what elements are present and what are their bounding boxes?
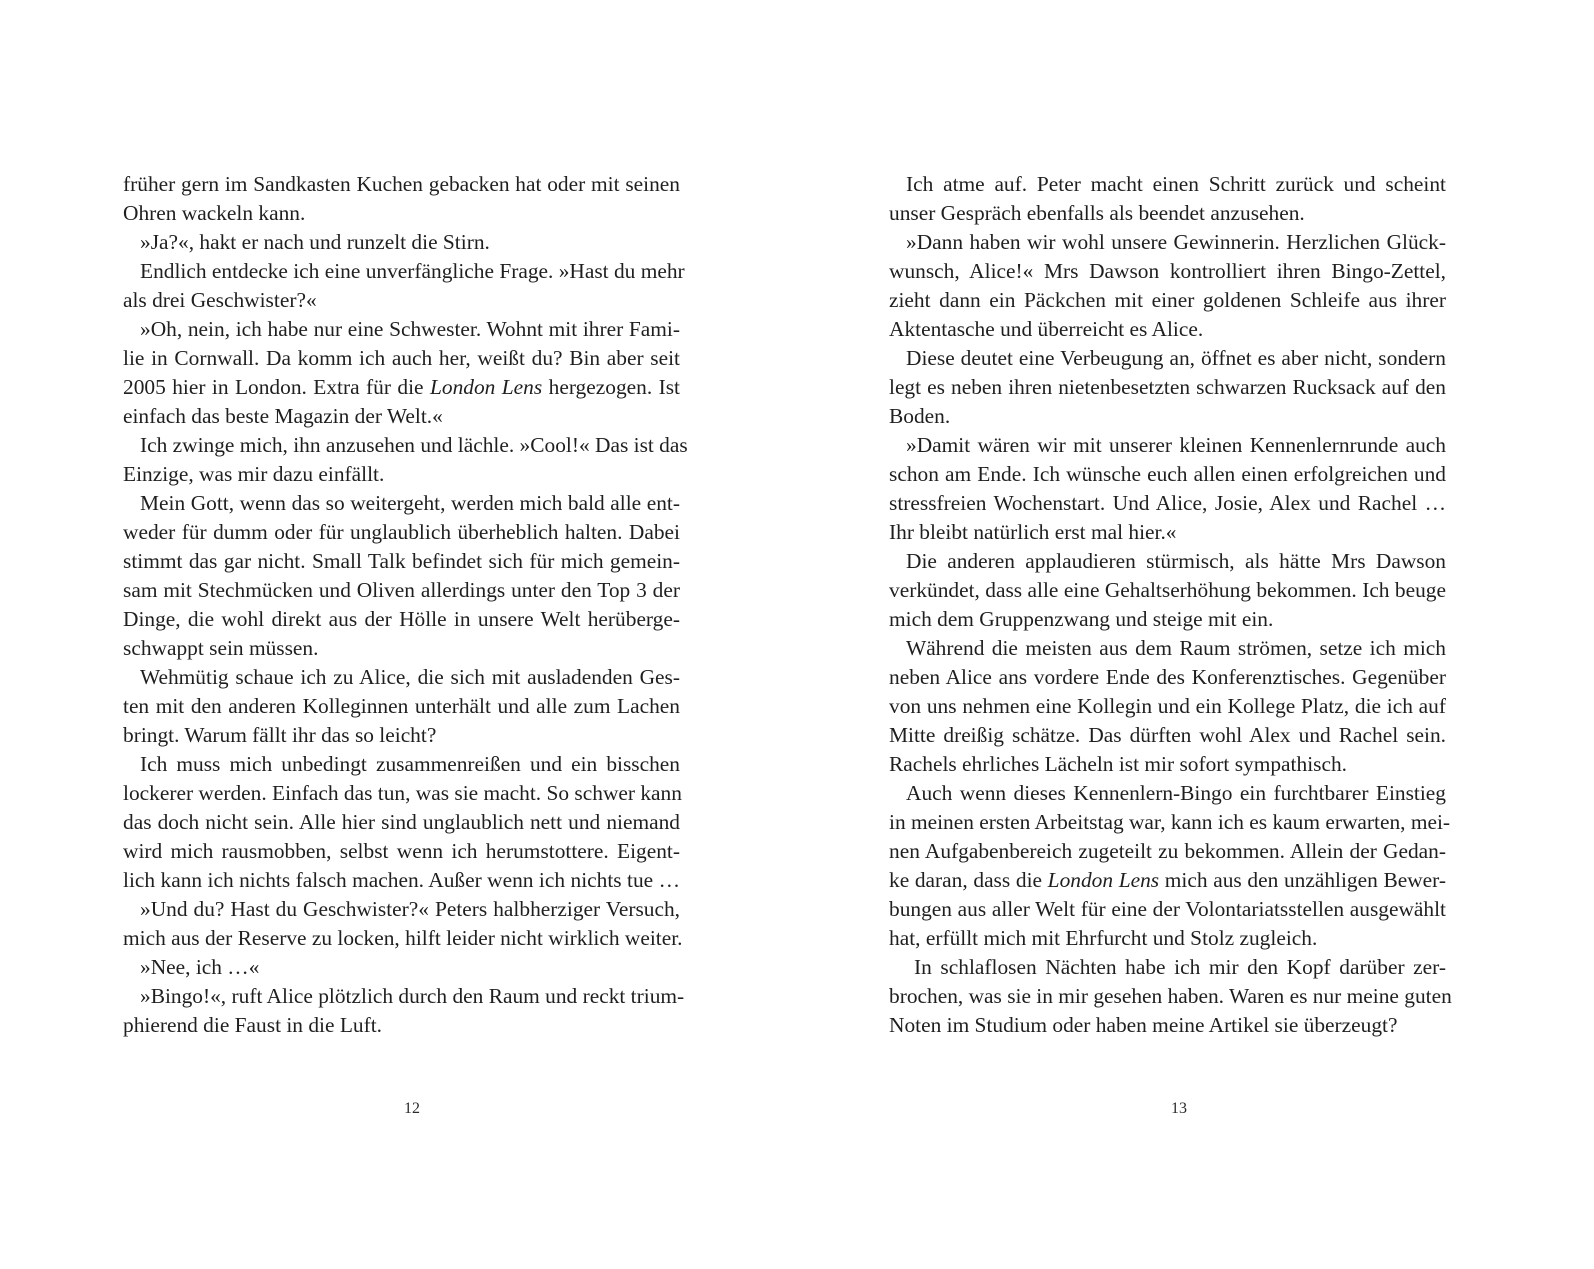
- text-line: [889, 286, 1446, 315]
- text-line: [123, 315, 680, 344]
- text-segment: lockerer werden. Einfach das tun, was sie macht. So schwer kann: [123, 781, 682, 805]
- text-line: [123, 837, 680, 866]
- text-segment: wunsch, Alice!« Mrs Dawson kontrolliert ihren Bingo-Zettel,: [889, 259, 1446, 283]
- text-segment: lie in Cornwall. Da komm ich auch her, weißt du? Bin aber seit: [123, 346, 680, 370]
- text-line: [123, 460, 680, 489]
- text-segment: legt es neben ihren nietenbesetzten schwarzen Rucksack auf den: [889, 375, 1446, 399]
- right-page: [797, 0, 1594, 1269]
- text-segment: »Ja?«, hakt er nach und runzelt die Stirn.: [140, 230, 490, 254]
- text-line: [123, 779, 680, 808]
- italic-title: London Lens: [1047, 868, 1160, 892]
- text-segment: »Und du? Hast du Geschwister?« Peters halbherziger Versuch,: [140, 897, 680, 921]
- text-segment: neben Alice ans vordere Ende des Konferenztisches. Gegenüber: [889, 665, 1446, 689]
- text-line: [889, 779, 1446, 808]
- text-line: [123, 866, 680, 895]
- text-line: [889, 576, 1446, 605]
- text-line: [123, 228, 680, 257]
- text-segment: »Dann haben wir wohl unsere Gewinnerin. Herzlichen Glück-: [906, 230, 1446, 254]
- text-segment: »Nee, ich …«: [140, 955, 260, 979]
- text-segment: früher gern im Sandkasten Kuchen gebacken hat oder mit seinen: [123, 172, 680, 196]
- text-line: [889, 605, 1446, 634]
- text-line: [123, 170, 680, 199]
- text-segment: unser Gespräch ebenfalls als beendet anzusehen.: [889, 201, 1305, 225]
- text-segment: wird mich rausmobben, selbst wenn ich herumstottere. Eigent-: [123, 839, 680, 863]
- text-segment: schwappt sein müssen.: [123, 636, 319, 660]
- page-number-left: 12: [404, 1100, 420, 1117]
- text-segment: Mein Gott, wenn das so weitergeht, werden mich bald alle ent-: [140, 491, 680, 515]
- text-segment: hat, erfüllt mich mit Ehrfurcht und Stolz zugleich.: [889, 926, 1318, 950]
- text-segment: mich aus den unzähligen Bewer-: [1159, 868, 1446, 892]
- text-line: [123, 402, 680, 431]
- text-line: [889, 199, 1446, 228]
- text-segment: Diese deutet eine Verbeugung an, öffnet es aber nicht, sondern: [906, 346, 1446, 370]
- text-line: [123, 634, 680, 663]
- text-line: [123, 199, 680, 228]
- text-line: [123, 750, 680, 779]
- left-page-text: [123, 170, 688, 1040]
- text-segment: Die anderen applaudieren stürmisch, als hätte Mrs Dawson: [906, 549, 1446, 573]
- text-segment: Boden.: [889, 404, 951, 428]
- text-segment: lich kann ich nichts falsch machen. Außer wenn ich nichts tue …: [123, 868, 680, 892]
- right-page-text: [889, 170, 1452, 1040]
- text-segment: mich dem Gruppenzwang und steige mit ein.: [889, 607, 1274, 631]
- text-line: [123, 576, 680, 605]
- text-segment: stressfreien Wochenstart. Und Alice, Josie, Alex und Rachel …: [889, 491, 1446, 515]
- text-line: [889, 170, 1446, 199]
- text-line: [889, 547, 1446, 576]
- text-segment: »Oh, nein, ich habe nur eine Schwester. Wohnt mit ihrer Fami-: [140, 317, 680, 341]
- text-segment: Noten im Studium oder haben meine Artikel sie überzeugt?: [889, 1013, 1398, 1037]
- text-segment: nen Aufgabenbereich zugeteilt zu bekommen. Allein der Gedan-: [889, 839, 1446, 863]
- text-line: [889, 431, 1446, 460]
- text-segment: »Damit wären wir mit unserer kleinen Kennenlernrunde auch: [906, 433, 1446, 457]
- text-segment: Wehmütig schaue ich zu Alice, die sich mit ausladenden Ges-: [140, 665, 680, 689]
- text-line: [123, 895, 680, 924]
- text-line: [123, 1011, 680, 1040]
- text-line: [889, 953, 1446, 982]
- text-line: [889, 866, 1446, 895]
- text-segment: hergezogen. Ist: [542, 375, 680, 399]
- text-segment: Einzige, was mir dazu einfällt.: [123, 462, 385, 486]
- text-segment: von uns nehmen eine Kollegin und ein Kollege Platz, die ich auf: [889, 694, 1446, 718]
- text-segment: Während die meisten aus dem Raum strömen, setze ich mich: [906, 636, 1446, 660]
- text-segment: Mitte dreißig schätze. Das dürften wohl Alex und Rachel sein.: [889, 723, 1446, 747]
- text-line: [123, 663, 680, 692]
- text-line: [889, 634, 1446, 663]
- text-line: [123, 924, 683, 953]
- text-segment: einfach das beste Magazin der Welt.«: [123, 404, 443, 428]
- italic-title: London Lens: [429, 375, 543, 399]
- text-line: [889, 489, 1446, 518]
- text-segment: Ich zwinge mich, ihn anzusehen und lächle. »Cool!« Das ist das: [140, 433, 688, 457]
- text-line: [889, 344, 1446, 373]
- text-segment: Ich atme auf. Peter macht einen Schritt zurück und scheint: [906, 172, 1446, 196]
- text-segment: stimmt das gar nicht. Small Talk befindet sich für mich gemein-: [123, 549, 680, 573]
- text-line: [123, 344, 680, 373]
- text-line: [889, 663, 1446, 692]
- text-segment: 2005 hier in London. Extra für die: [123, 375, 430, 399]
- text-line: [123, 692, 680, 721]
- text-line: [889, 402, 1446, 431]
- text-segment: mich aus der Reserve zu locken, hilft leider nicht wirklich weiter.: [123, 926, 683, 950]
- text-segment: verkündet, dass alle eine Gehaltserhöhung bekommen. Ich beuge: [889, 578, 1446, 602]
- text-segment: als drei Geschwister?«: [123, 288, 317, 312]
- text-line: [889, 808, 1451, 837]
- page-number-right: 13: [1171, 1100, 1187, 1117]
- text-segment: Endlich entdecke ich eine unverfängliche Frage. »Hast du mehr: [140, 259, 685, 283]
- text-line: [123, 721, 680, 750]
- text-line: [123, 982, 685, 1011]
- text-segment: Rachels ehrliches Lächeln ist mir sofort sympathisch.: [889, 752, 1347, 776]
- text-line: [123, 257, 685, 286]
- text-segment: Dinge, die wohl direkt aus der Hölle in unsere Welt herüberge-: [123, 607, 680, 631]
- text-segment: bungen aus aller Welt für eine der Volontariatsstellen ausgewählt: [889, 897, 1446, 921]
- text-segment: »Bingo!«, ruft Alice plötzlich durch den Raum und reckt trium-: [140, 984, 685, 1008]
- text-line: [123, 953, 680, 982]
- text-segment: ke daran, dass die: [889, 868, 1048, 892]
- text-line: [889, 460, 1446, 489]
- text-line: [889, 721, 1446, 750]
- text-line: [123, 808, 680, 837]
- text-segment: zieht dann ein Päckchen mit einer goldenen Schleife aus ihrer: [889, 288, 1446, 312]
- text-segment: das doch nicht sein. Alle hier sind unglaublich nett und niemand: [123, 810, 680, 834]
- text-line: [889, 1011, 1446, 1040]
- text-segment: sam mit Stechmücken und Oliven allerdings unter den Top 3 der: [123, 578, 680, 602]
- text-segment: Ihr bleibt natürlich erst mal hier.«: [889, 520, 1177, 544]
- text-line: [889, 257, 1446, 286]
- text-segment: weder für dumm oder für unglaublich überheblich halten. Dabei: [123, 520, 680, 544]
- text-segment: In schlaflosen Nächten habe ich mir den Kopf darüber zer-: [914, 955, 1446, 979]
- text-segment: Ich muss mich unbedingt zusammenreißen und ein bisschen: [140, 752, 680, 776]
- text-segment: phierend die Faust in die Luft.: [123, 1013, 383, 1037]
- text-line: [889, 837, 1446, 866]
- text-line: [889, 895, 1446, 924]
- text-line: [123, 605, 680, 634]
- text-segment: brochen, was sie in mir gesehen haben. Waren es nur meine guten: [889, 984, 1452, 1008]
- text-line: [123, 431, 688, 460]
- text-line: [889, 982, 1452, 1011]
- text-line: [889, 692, 1446, 721]
- text-segment: Auch wenn dieses Kennenlern-Bingo ein furchtbarer Einstieg: [906, 781, 1446, 805]
- text-line: [889, 373, 1446, 402]
- text-segment: schon am Ende. Ich wünsche euch allen einen erfolgreichen und: [889, 462, 1446, 486]
- text-segment: in meinen ersten Arbeitstag war, kann ich es kaum erwarten, mei-: [889, 810, 1451, 834]
- text-segment: Ohren wackeln kann.: [123, 201, 306, 225]
- text-line: [123, 489, 680, 518]
- text-line: [889, 518, 1446, 547]
- text-line: [889, 750, 1446, 779]
- text-line: [123, 373, 680, 402]
- text-segment: bringt. Warum fällt ihr das so leicht?: [123, 723, 437, 747]
- text-line: [123, 547, 680, 576]
- text-line: [889, 315, 1446, 344]
- text-line: [123, 286, 680, 315]
- text-segment: ten mit den anderen Kolleginnen unterhält und alle zum Lachen: [123, 694, 680, 718]
- text-line: [889, 228, 1446, 257]
- text-segment: Aktentasche und überreicht es Alice.: [889, 317, 1204, 341]
- text-line: [123, 518, 680, 547]
- text-line: [889, 924, 1446, 953]
